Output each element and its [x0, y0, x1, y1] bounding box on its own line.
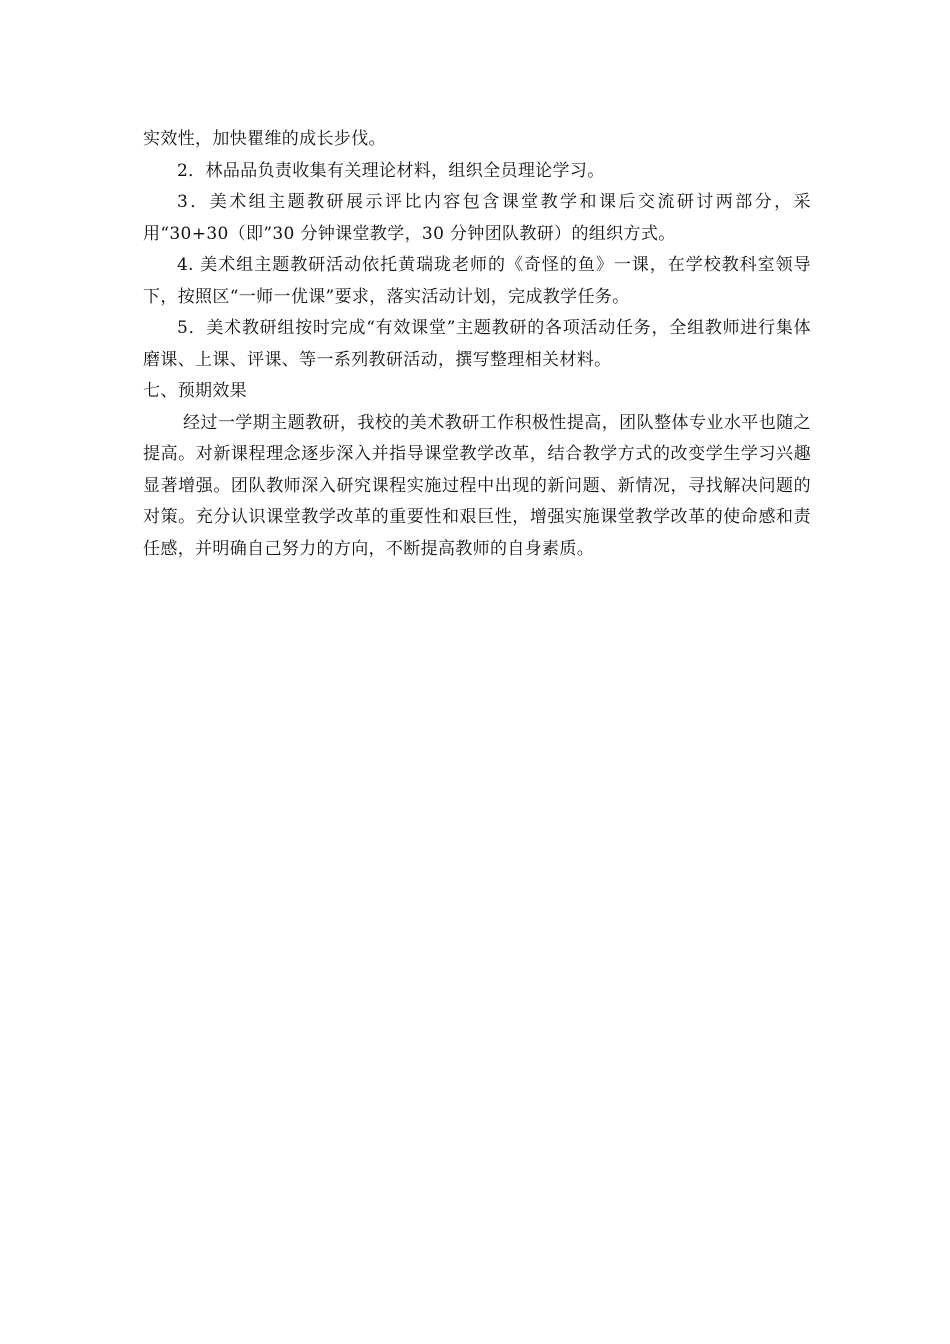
- paragraph-item-3: 3．美术组主题教研展示评比内容包含课堂教学和课后交流研讨两部分，采用“30+30（即”30 分钟课堂教学，30 分钟团队教研）的组织方式。: [143, 192, 811, 244]
- section-body-paragraph: 经过一学期主题教研，我校的美术教研工作积极性提高，团队整体专业水平也随之提高。对新课程理念逐步深入并指导课堂教学改革，结合教学方式的改变学生学习兴趣显著增强。团队教师深入研究课程实施过程中出现的新问题、新情况，寻找解决问题的对策。充分认识课堂教学改革的重要性和艰巨性，增强实施课堂教学改革的使命感和责任感，并明确自己努力的方向，不断提高教师的自身素质。: [143, 412, 811, 559]
- section-heading: 七、预期效果: [143, 381, 248, 401]
- paragraph-item-5: 5．美术教研组按时完成“有效课堂”主题教研的各项活动任务，全组教师进行集体磨课、上课、评课、等一系列教研活动，撰写整理相关材料。: [143, 318, 811, 370]
- paragraph-continuation: 实效性，加快瞿维的成长步伐。: [143, 129, 386, 149]
- paragraph-item-2: 2．林品品负责收集有关理论材料，组织全员理论学习。: [177, 160, 605, 181]
- document-body: [143, 124, 811, 565]
- paragraph-item-4: 4. 美术组主题教研活动依托黄瑞珑老师的《奇怪的鱼》一课，在学校教科室领导下，按照区“一师一优课”要求，落实活动计划，完成教学任务。: [143, 255, 811, 307]
